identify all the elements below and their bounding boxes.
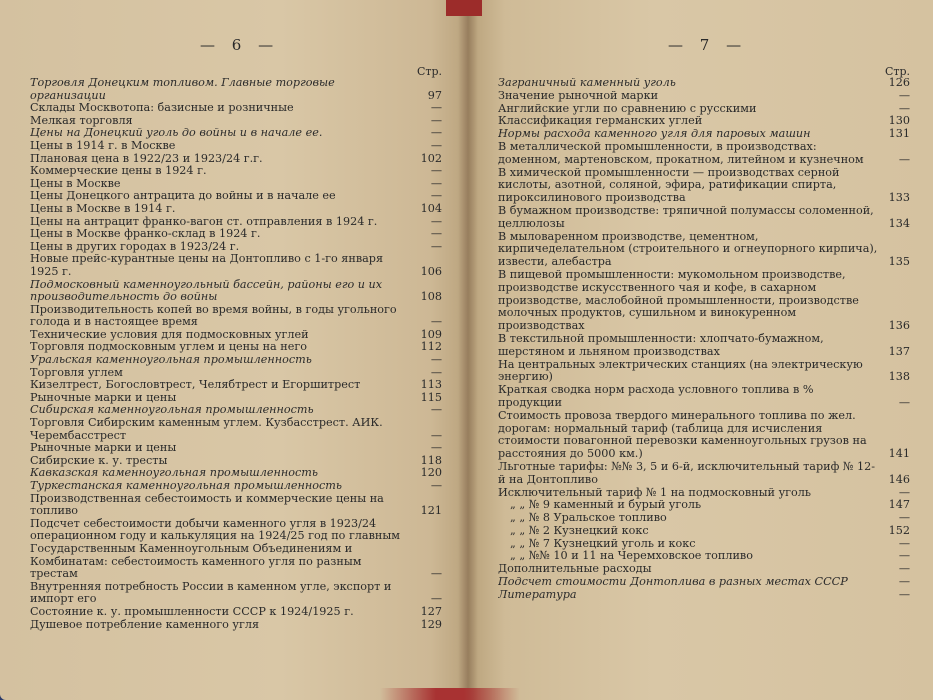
- column-head-page: Стр.: [416, 65, 442, 78]
- toc-entry-page: 104: [420, 201, 442, 215]
- toc-entry-title: Стоимость провоза твердого минерального топлива по жел. дорогам: нормальный тариф (таблица для исчисления стоимости повагонной перевозки каменноугольных грузов на расстояния до 5000 км.): [498, 409, 867, 461]
- column-head-page: Стр.: [884, 65, 910, 78]
- toc-entry: [30, 279, 442, 304]
- toc-entry: [498, 103, 910, 116]
- toc-entry-title: Торговля Сибирским каменным углем. Кузбасстрест. АИК. Черембасстрест: [30, 417, 383, 442]
- toc-entry-page: 109: [420, 327, 442, 341]
- toc-entry: [498, 576, 910, 589]
- toc-entry-page: 152: [888, 523, 910, 537]
- toc-entry-title: Торговля подмосковным углем и цены на него: [30, 341, 307, 354]
- toc-entry-page: —: [430, 227, 442, 241]
- toc-entry-page: —: [430, 113, 442, 127]
- toc-entry: [30, 140, 442, 153]
- toc-entry-page: 120: [420, 466, 442, 480]
- toc-entry-title: В бумажном производстве: тряпичной полумассы соломенной, целлюлозы: [498, 204, 874, 230]
- toc-entry: [498, 231, 910, 269]
- toc-entry-page: 137: [888, 344, 910, 358]
- toc-entry-page: 127: [420, 604, 442, 618]
- toc-entry: [498, 141, 910, 167]
- toc-entry-title: Склады Москвотопа: базисные и розничные: [30, 102, 294, 115]
- toc-entry-title: Цены в других городах в 1923/24 г.: [30, 240, 240, 253]
- toc-entry-title: Дополнительные расходы: [498, 563, 652, 576]
- toc-entry-page: —: [430, 353, 442, 367]
- toc-entry-page: 106: [420, 264, 442, 278]
- toc-entry-title: Мелкая торговля: [30, 114, 133, 127]
- toc-entry-page: 131: [888, 127, 910, 141]
- toc-entry: [30, 165, 442, 178]
- toc-entry: [498, 205, 910, 231]
- toc-entry-title: На центральных электрических станциях (на электрическую энергию): [498, 358, 863, 384]
- toc-entry-title: Цены в Москве: [30, 177, 121, 190]
- toc-entry-title: Льготные тарифы: №№ 3, 5 и 6-й, исключительный тариф № 12-й на Донтопливо: [498, 460, 876, 486]
- toc-entry-title: Новые прейс-курантные цены на Донтопливо с 1-го января 1925 г.: [30, 253, 384, 278]
- toc-entry: [498, 359, 910, 385]
- toc-entry-page: —: [898, 88, 910, 102]
- toc-entry-title: В текстильной промышленности: хлопчато-бумажном, шерстяном и льняном производствах: [498, 332, 824, 358]
- toc-entry-title: Подсчет стоимости Донтоплива в разных местах СССР: [498, 576, 848, 589]
- toc-entry-title: Цены на антрацит франко-вагон ст. отправления в 1924 г.: [30, 215, 378, 228]
- toc-entry-page: 108: [420, 290, 442, 304]
- toc-entry: [30, 329, 442, 342]
- toc-entry-page: 129: [420, 617, 442, 631]
- toc-entry-title: „ „ №№ 10 и 11 на Черемховское топливо: [510, 550, 753, 563]
- toc-entry-page: 133: [888, 191, 910, 205]
- toc-entry: [30, 417, 442, 442]
- toc-entry-page: —: [898, 485, 910, 499]
- toc-entry-page: —: [430, 164, 442, 178]
- toc-entry: [30, 153, 442, 166]
- book-gutter: [458, 0, 478, 700]
- toc-entry-title: Нормы расхода каменного угля для паровых машин: [498, 128, 811, 141]
- toc-entry-title: „ „ № 8 Уральское топливо: [510, 512, 667, 525]
- toc-entry: [30, 102, 442, 115]
- toc-entry-page: 146: [888, 472, 910, 486]
- toc-entry: [498, 269, 910, 333]
- toc-entry: [498, 115, 910, 128]
- toc-entry-title: Цены в Москве в 1914 г.: [30, 202, 176, 215]
- toc-entry: [498, 410, 910, 461]
- toc-entry-title: Производительность копей во время войны, в годы угольного голода и в настоящее время: [30, 303, 397, 329]
- toc-entry-page: —: [430, 239, 442, 253]
- toc-entry-page: 112: [420, 340, 442, 354]
- toc-entry-title: Классификация германских углей: [498, 115, 703, 128]
- toc-entry: [498, 128, 910, 141]
- toc-entry: [30, 203, 442, 216]
- toc-entry: [498, 77, 910, 90]
- toc-entry: [498, 499, 910, 512]
- toc-entry: [30, 216, 442, 229]
- toc-entry-title: В мыловаренном производстве, цементном, кирпичеделательном (строительного и огнеупорного кирпича), извести, алебастра: [498, 230, 878, 269]
- toc-entry-title: Торговля Донецким топливом. Главные торговые организации: [30, 77, 335, 102]
- toc-entry-title: Кавказская каменноугольная промышленность: [30, 467, 318, 480]
- toc-entry-title: Цены Донецкого антрацита до войны и в начале ее: [30, 190, 336, 203]
- toc-entry-title: Цены в Москве франко-склад в 1924 г.: [30, 228, 261, 241]
- toc-entry-title: Цены в 1914 г. в Москве: [30, 139, 176, 152]
- toc-entry-page: —: [898, 152, 910, 166]
- toc-entry-title: Туркестанская каменноугольная промышленность: [30, 480, 342, 492]
- toc-entry: [30, 341, 442, 354]
- toc-entry-page: —: [430, 428, 442, 442]
- toc-entry-page: 130: [888, 114, 910, 128]
- toc-entry: [30, 178, 442, 191]
- toc-entry-title: Цены на Донецкий уголь до войны и в начале ее.: [30, 127, 323, 140]
- toc-entry-page: 113: [420, 378, 442, 392]
- toc-entry: [498, 384, 910, 410]
- toc-entry: [498, 512, 910, 525]
- cover-edge: [380, 688, 520, 700]
- toc-entry-page: 97: [427, 88, 442, 102]
- toc-entry: [30, 493, 442, 518]
- toc-entry: [30, 127, 442, 140]
- toc-entry-page: —: [430, 126, 442, 140]
- toc-entry: [30, 190, 442, 203]
- toc-entry-title: В металлической промышленности, в производствах: доменном, мартеновском, прокатном, литейном и кузнечном: [498, 140, 864, 166]
- toc-entry-title: Плановая цена в 1922/23 и 1923/24 г.г.: [30, 152, 263, 165]
- toc-entry-title: Заграничный каменный уголь: [498, 77, 676, 89]
- page-number: — 6 —: [200, 36, 280, 54]
- toc-entry: [498, 461, 910, 487]
- toc-entry: [30, 467, 442, 480]
- toc-entry-page: 136: [888, 319, 910, 333]
- toc-entry-title: „ „ № 9 каменный и бурый уголь: [510, 499, 702, 512]
- toc-entry-title: Коммерческие цены в 1924 г.: [30, 165, 207, 178]
- toc-entry: [498, 333, 910, 359]
- toc-entry: [30, 518, 442, 581]
- table-of-contents-left: [30, 66, 442, 631]
- toc-entry-page: 147: [888, 498, 910, 512]
- toc-entry-title: Литература: [498, 588, 577, 601]
- toc-entry-page: 115: [420, 390, 442, 404]
- toc-entry-title: Рыночные марки и цены: [30, 442, 177, 455]
- toc-entry-title: Сибирская каменноугольная промышленность: [30, 404, 314, 417]
- toc-entry-page: 118: [420, 453, 442, 467]
- toc-entry-title: Производственная себестоимость и коммерческие цены на топливо: [30, 492, 384, 518]
- toc-entry: [30, 228, 442, 241]
- toc-entry-title: Английские угли по сравнению с русскими: [498, 102, 757, 115]
- toc-entry-title: Подсчет себестоимости добычи каменного угля в 1923/24 операционном году и калькуляция на 1924/25 год по главным Государственным Каменноугольным Объединениям и Комбинатам: себестоимость каменного угля по разным трестам: [30, 517, 400, 581]
- toc-entry: [498, 538, 910, 551]
- toc-entry: [30, 367, 442, 380]
- toc-entry-page: 135: [888, 255, 910, 269]
- toc-entry: [30, 480, 442, 493]
- toc-entry-page: —: [430, 214, 442, 228]
- toc-entry: [30, 253, 442, 278]
- toc-entry-page: —: [898, 101, 910, 115]
- toc-entry: [30, 304, 442, 329]
- toc-entry-title: В химической промышленности — производствах серной кислоты, азотной, соляной, эфира, ратификации спирта, пироксилинового производства: [498, 166, 840, 205]
- toc-entry-page: —: [430, 441, 442, 455]
- toc-entry-title: „ „ № 7 Кузнецкий уголь и кокс: [510, 537, 696, 550]
- toc-entry-title: Уральская каменноугольная промышленность: [30, 354, 312, 367]
- toc-entry-page: —: [898, 587, 910, 601]
- toc-entry-page: —: [430, 138, 442, 152]
- toc-entry-title: Значение рыночной марки: [498, 89, 659, 102]
- toc-entry-page: —: [898, 511, 910, 525]
- table-of-contents-right: [498, 66, 910, 602]
- toc-entry: [30, 115, 442, 128]
- toc-entry: [498, 589, 910, 602]
- toc-entry-page: —: [898, 562, 910, 576]
- spine-edge: [446, 0, 482, 16]
- toc-entry-page: —: [898, 395, 910, 409]
- toc-entry: [30, 354, 442, 367]
- toc-entry-title: Состояние к. у. промышленности СССР к 1924/1925 г.: [30, 605, 354, 618]
- toc-entry: [498, 487, 910, 500]
- toc-entry-title: Внутренняя потребность России в каменном угле, экспорт и импорт его: [30, 580, 392, 606]
- toc-entry: [30, 404, 442, 417]
- toc-entry-title: В пищевой промышленности: мукомольном производстве, производстве искусственного чая и кофе, в сахарном производстве, маслобойной промышленности, производстве молочных продуктов, сушильном и винокуренном производствах: [498, 268, 859, 333]
- toc-entry-page: —: [898, 549, 910, 563]
- toc-entry: [30, 77, 442, 102]
- toc-entry-page: —: [430, 365, 442, 379]
- toc-entry: [30, 455, 442, 468]
- toc-entry-page: 138: [888, 370, 910, 384]
- toc-entry: [498, 525, 910, 538]
- toc-entry-page: —: [430, 592, 442, 606]
- toc-entry-title: Торговля углем: [30, 366, 123, 379]
- toc-entry-page: 126: [888, 76, 910, 89]
- toc-entry: [30, 379, 442, 392]
- toc-entry-page: 102: [420, 151, 442, 165]
- toc-entry-title: Краткая сводка норм расхода условного топлива в % продукции: [498, 384, 814, 409]
- toc-entry-page: —: [898, 536, 910, 550]
- toc-entry-title: Подмосковный каменноугольный бассейн, районы его и их производительность до войны: [30, 278, 383, 304]
- toc-entry: [30, 619, 442, 632]
- toc-entry-page: —: [430, 567, 442, 581]
- toc-entry-page: —: [430, 189, 442, 203]
- toc-entry-title: Кизелтрест, Богословтрест, Челябтрест и Егоршитрест: [30, 379, 361, 392]
- toc-entry-page: —: [430, 403, 442, 417]
- toc-entry: [498, 563, 910, 576]
- toc-entry: [498, 550, 910, 563]
- toc-entry-page: —: [430, 176, 442, 190]
- toc-entry-page: 121: [420, 504, 442, 518]
- toc-entry: [30, 581, 442, 606]
- toc-entry-page: 141: [888, 447, 910, 461]
- toc-entry-title: Технические условия для подмосковных углей: [30, 328, 309, 341]
- toc-entry-title: „ „ № 2 Кузнецкий кокс: [510, 524, 649, 537]
- toc-entry-title: Исключительный тариф № 1 на подмосковный уголь: [498, 486, 811, 499]
- toc-entry: [30, 606, 442, 619]
- toc-entry-title: Душевое потребление каменного угля: [30, 618, 260, 631]
- toc-entry-page: 134: [888, 216, 910, 230]
- toc-entry: [30, 241, 442, 254]
- page-number: — 7 —: [668, 36, 748, 54]
- toc-entry-page: —: [430, 315, 442, 329]
- toc-entry: [30, 442, 442, 455]
- toc-entry: [30, 392, 442, 405]
- toc-entry: [498, 167, 910, 205]
- toc-entry-title: Рыночные марки и цены: [30, 391, 177, 404]
- toc-entry-page: —: [430, 479, 442, 492]
- toc-entry-page: —: [430, 101, 442, 115]
- toc-entry: [498, 90, 910, 103]
- toc-entry-page: —: [898, 575, 910, 589]
- right-page: [468, 0, 933, 700]
- toc-entry-title: Сибирские к. у. тресты: [30, 454, 168, 467]
